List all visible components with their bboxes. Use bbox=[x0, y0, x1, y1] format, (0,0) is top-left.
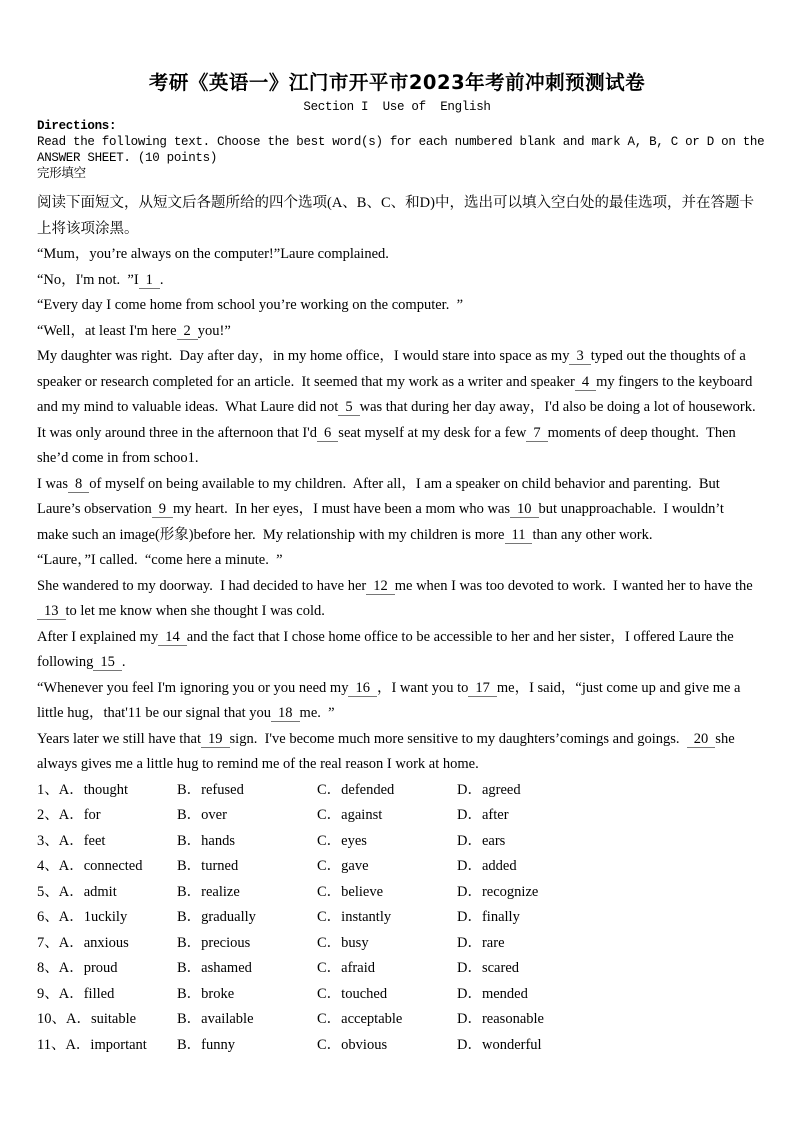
question-1-option-b: B．refused bbox=[177, 781, 244, 798]
question-2-option-b: B．over bbox=[177, 807, 227, 823]
question-2-option-d: D．after bbox=[457, 807, 509, 823]
question-row-10 bbox=[37, 1007, 757, 1033]
passage-paragraph: “Every day I come home from school you’re working on the computer. ” bbox=[37, 297, 464, 313]
question-row-3 bbox=[37, 829, 757, 855]
cloze-blank-10: 10 bbox=[510, 501, 539, 518]
question-6-option-b: B．gradually bbox=[177, 909, 256, 925]
cloze-blank-6: 6 bbox=[317, 425, 338, 442]
question-7-option-c: C．busy bbox=[317, 934, 369, 951]
cloze-blank-9: 9 bbox=[152, 501, 173, 518]
cloze-blank-16: 16 bbox=[348, 680, 377, 697]
question-7-option-d: D．rare bbox=[457, 934, 505, 951]
question-11-option-c: C．obvious bbox=[317, 1036, 388, 1053]
question-row-8 bbox=[37, 956, 757, 982]
document-body bbox=[37, 191, 763, 1058]
cloze-blank-7: 7 bbox=[526, 425, 547, 442]
question-5-option-d: D．recognize bbox=[457, 883, 539, 900]
directions-line-1: Read the following text. Choose the best word(s) for each numbered blank and mark A, B, C or D on the bbox=[37, 135, 765, 149]
cloze-blank-17: 17 bbox=[468, 680, 497, 697]
cloze-blank-5: 5 bbox=[338, 399, 359, 416]
question-4-option-a: 4、A．connected bbox=[37, 858, 143, 874]
passage-paragraph: “Well，at least I'm here 2 you!” bbox=[37, 322, 231, 339]
question-7-option-a: 7、A．anxious bbox=[37, 934, 129, 951]
cloze-blank-20: 20 bbox=[687, 731, 716, 748]
passage-paragraph: I was 8 of myself on being available to my children. After all，I am a speaker on child behavior and parenting. But Laure’s observation 9 my heart. In her eyes，I must have been a mom who was 10 but unapproachable. I wouldn’t make such an image(形象)before her. My relationship with my children is more 11 than any other work. bbox=[37, 475, 728, 543]
question-10-option-d: D．reasonable bbox=[457, 1011, 544, 1027]
question-5-option-a: 5、A．admit bbox=[37, 883, 117, 900]
directions-block bbox=[37, 118, 765, 182]
cloze-blank-3: 3 bbox=[569, 348, 590, 365]
question-11-option-b: B．funny bbox=[177, 1036, 235, 1053]
directions-line-2: ANSWER SHEET. (10 points) bbox=[37, 151, 218, 165]
passage-paragraph: She wandered to my doorway. I had decided to have her 12 me when I was too devoted to work. I wanted her to have the13 to let me know when she thought I was cold. bbox=[37, 577, 753, 619]
question-row-11 bbox=[37, 1033, 757, 1059]
question-5-option-c: C．believe bbox=[317, 883, 384, 900]
question-1-option-d: D．agreed bbox=[457, 781, 521, 798]
question-row-6 bbox=[37, 905, 757, 931]
cloze-blank-19: 19 bbox=[201, 731, 230, 748]
question-4-option-d: D．added bbox=[457, 858, 517, 874]
question-11-option-a: 11、A．important bbox=[37, 1036, 147, 1053]
question-10-option-a: 10、A．suitable bbox=[37, 1011, 137, 1027]
page-title: 考研《英语一》江门市开平市2023年考前冲刺预测试卷 bbox=[148, 71, 646, 94]
question-7-option-b: B．precious bbox=[177, 934, 251, 951]
cloze-passage bbox=[37, 242, 763, 778]
question-9-option-d: D．mended bbox=[457, 985, 528, 1002]
question-2-option-c: C．against bbox=[317, 807, 383, 823]
cloze-blank-4: 4 bbox=[575, 374, 596, 391]
question-10-option-c: C．acceptable bbox=[317, 1011, 403, 1027]
passage-paragraph: “Laure，”I called. “come here a minute. ” bbox=[37, 552, 283, 568]
question-row-2 bbox=[37, 803, 757, 829]
cloze-blank-8: 8 bbox=[68, 476, 89, 493]
directions-label: Directions: bbox=[37, 119, 117, 133]
question-4-option-c: C．gave bbox=[317, 858, 369, 874]
cloze-blank-12: 12 bbox=[366, 578, 395, 595]
question-1-option-a: 1、A．thought bbox=[37, 781, 129, 798]
question-6-option-c: C．instantly bbox=[317, 909, 392, 925]
passage-paragraph: “No，I'm not. ”I 1 . bbox=[37, 271, 164, 288]
passage-paragraph: “Whenever you feel I'm ignoring you or you need my 16 ，I want you to 17 me，I said，“just come up and give me a little hug，that'11 be our signal that you 18 me. ” bbox=[37, 679, 745, 721]
passage-paragraph: “Mum，you’re always on the computer!”Laure complained. bbox=[37, 246, 389, 262]
section-type-cn: 完形填空 bbox=[37, 167, 86, 181]
section-heading: Section I Use of English bbox=[303, 100, 491, 114]
passage-paragraph: Years later we still have that 19 sign. I've become much more sensitive to my daughters’comings and goings. 20 she always gives me a little hug to remind me of the real reason I work at home. bbox=[37, 730, 739, 772]
question-row-7 bbox=[37, 931, 757, 957]
question-8-option-a: 8、A．proud bbox=[37, 960, 118, 976]
question-row-9 bbox=[37, 982, 757, 1008]
question-3-option-c: C．eyes bbox=[317, 832, 367, 849]
question-2-option-a: 2、A．for bbox=[37, 807, 101, 823]
question-10-option-b: B．available bbox=[177, 1011, 254, 1027]
question-9-option-a: 9、A．filled bbox=[37, 985, 115, 1002]
cloze-blank-14: 14 bbox=[158, 629, 187, 646]
question-row-4 bbox=[37, 854, 757, 880]
question-3-option-b: B．hands bbox=[177, 832, 235, 849]
question-9-option-c: C．touched bbox=[317, 985, 388, 1002]
question-3-option-a: 3、A．feet bbox=[37, 832, 106, 849]
question-3-option-d: D．ears bbox=[457, 832, 506, 849]
question-9-option-b: B．broke bbox=[177, 985, 235, 1002]
passage-paragraph: After I explained my 14 and the fact that I chose home office to be accessible to her and her sister，I offered Laure the following 15 . bbox=[37, 628, 738, 670]
question-4-option-b: B．turned bbox=[177, 858, 239, 874]
question-row-5 bbox=[37, 880, 757, 906]
question-1-option-c: C．defended bbox=[317, 781, 395, 798]
cloze-blank-1: 1 bbox=[139, 272, 160, 289]
question-8-option-b: B．ashamed bbox=[177, 960, 252, 976]
cloze-blank-15: 15 bbox=[93, 654, 122, 671]
cloze-blank-2: 2 bbox=[177, 323, 198, 340]
cloze-blank-18: 18 bbox=[271, 705, 300, 722]
question-8-option-c: C．afraid bbox=[317, 960, 375, 976]
question-list bbox=[37, 778, 757, 1059]
cloze-blank-11: 11 bbox=[505, 527, 533, 544]
question-6-option-d: D．finally bbox=[457, 909, 520, 925]
question-8-option-d: D．scared bbox=[457, 960, 520, 976]
question-6-option-a: 6、A．1uckily bbox=[37, 909, 128, 925]
cloze-blank-13: 13 bbox=[37, 603, 66, 620]
question-11-option-d: D．wonderful bbox=[457, 1036, 542, 1053]
passage-paragraph: My daughter was right. Day after day，in my home office，I would stare into space as my 3 typed out the thoughts of a speaker or research completed for an article. It seemed that my work as a writer and speaker 4 my fingers to the keyboard and my mind to valuable ideas. What Laure did not 5 was that during her day away，I'd also be doing a lot of housework. It was only around three in the afternoon that I'd 6 seat myself at my desk for a few 7 moments of deep thought. Then she’d come in from schoo1. bbox=[37, 348, 763, 466]
question-row-1 bbox=[37, 778, 757, 804]
question-5-option-b: B．realize bbox=[177, 883, 240, 900]
instruction-cn: 阅读下面短文，从短文后各题所给的四个选项(A、B、C、和D)中，选出可以填入空白处的最佳选项，并在答题卡上将该项涂黑。 bbox=[37, 195, 754, 237]
